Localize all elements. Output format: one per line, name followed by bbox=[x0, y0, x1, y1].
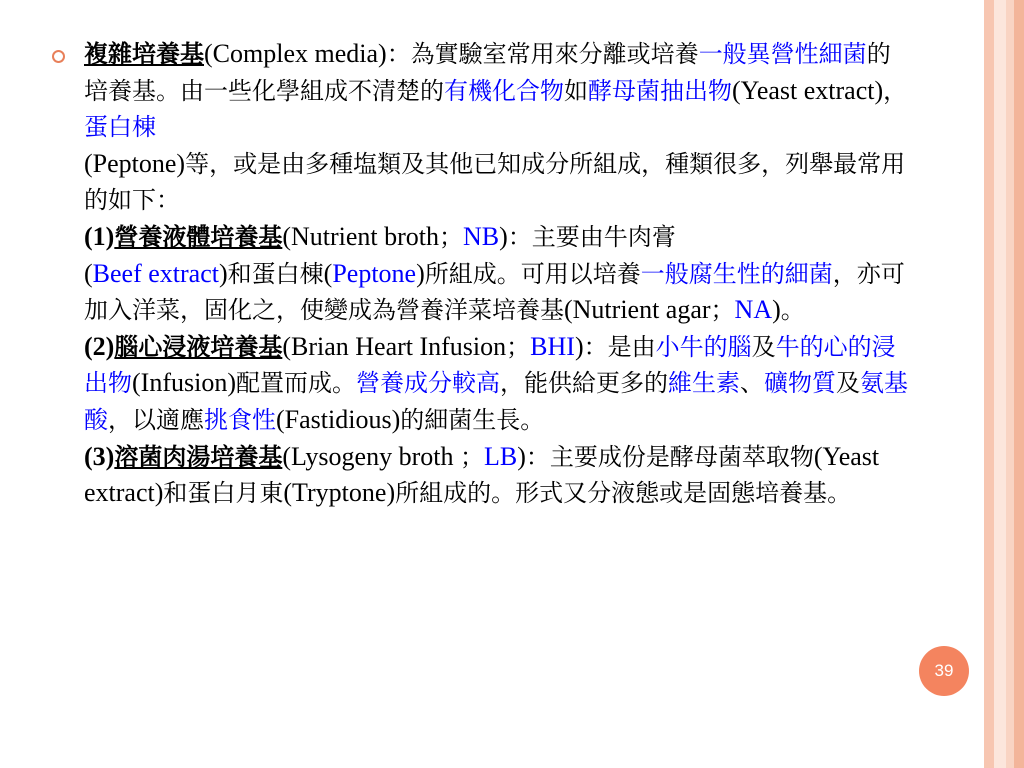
text-run: ：主要由牛肉膏 bbox=[507, 222, 676, 251]
text-run: ：為實驗室常用來分離或培養 bbox=[386, 40, 699, 68]
text-run: (Lysogeny broth bbox=[282, 441, 460, 471]
text-run: 及 bbox=[835, 369, 860, 398]
text-run: ) bbox=[517, 441, 526, 471]
text-run: ：主要成份是酵母菌萃取物 bbox=[525, 442, 814, 471]
bhi-term: 腦心浸液培養基 bbox=[114, 331, 283, 361]
text-run: ) bbox=[218, 258, 228, 288]
item-number: (2) bbox=[84, 331, 115, 361]
text-run: ； bbox=[506, 332, 531, 361]
text-run: ) bbox=[772, 295, 781, 325]
text-run: ) bbox=[574, 331, 584, 361]
text-run: (Yeast extract) bbox=[732, 75, 884, 105]
text-run: (Peptone) bbox=[84, 148, 186, 178]
item-number: (1) bbox=[84, 221, 115, 251]
decorative-side-stripes bbox=[984, 0, 1024, 768]
lb-paragraph bbox=[84, 439, 912, 512]
nutrient-broth-paragraph bbox=[84, 219, 912, 329]
text-run: (Nutrient agar bbox=[564, 295, 711, 325]
text-run: 、 bbox=[739, 369, 764, 398]
highlight-text: 維生素 bbox=[667, 369, 740, 398]
complex-media-term: 複雜培養基 bbox=[84, 39, 204, 68]
text-run: (Complex media) bbox=[204, 39, 387, 68]
highlight-text: BHI bbox=[530, 331, 575, 361]
text-run: (Infusion) bbox=[132, 368, 236, 398]
highlight-text: Beef extract bbox=[92, 258, 219, 288]
text-run: ； bbox=[710, 296, 735, 325]
text-run: ； bbox=[459, 442, 484, 471]
stripe bbox=[1014, 0, 1024, 768]
stripe bbox=[984, 0, 994, 768]
text-run: ) bbox=[499, 221, 508, 251]
highlight-text: 一般異營性細菌 bbox=[698, 40, 867, 68]
highlight-text: 蛋白棟 bbox=[84, 113, 156, 142]
highlight-text: 營養成分較高 bbox=[355, 369, 500, 398]
highlight-text: 小牛的腦 bbox=[655, 332, 752, 361]
text-run: (Tryptone) bbox=[283, 478, 396, 508]
text-run: ( bbox=[84, 258, 93, 288]
text-run: 和蛋白月東 bbox=[163, 479, 284, 508]
text-run: 和蛋白棟 bbox=[227, 259, 324, 288]
text-run: 配置而成。 bbox=[235, 369, 356, 398]
text-run: (Yeast extract) bbox=[84, 441, 880, 508]
text-run: ， bbox=[883, 76, 908, 105]
text-run: 等，或是由多種塩類及其他已知成分所組成，種類很多，列舉最常用的如下： bbox=[84, 149, 906, 215]
text-run: (Brian Heart Infusion bbox=[282, 331, 507, 361]
text-run: 及 bbox=[751, 332, 776, 361]
text-run: ，亦可加入洋菜，固化之，使變成為營養洋菜培養基 bbox=[84, 259, 905, 325]
text-run: (Fastidious) bbox=[276, 404, 401, 434]
text-run: (Nutrient broth bbox=[282, 221, 440, 251]
text-run: 如 bbox=[564, 76, 588, 105]
text-run: 的培養基。由一些化學組成不清楚的 bbox=[84, 40, 891, 105]
text-run: ，能供給更多的 bbox=[499, 369, 668, 398]
text-run: ； bbox=[439, 222, 464, 251]
highlight-text: 礦物質 bbox=[763, 369, 836, 398]
nutrient-broth-term: 營養液體培養基 bbox=[114, 221, 283, 251]
text-run: 所組成的。形式又分液態或是固態培養基。 bbox=[395, 479, 852, 508]
text-run: 。 bbox=[780, 296, 805, 325]
highlight-text: LB bbox=[483, 441, 518, 471]
stripe bbox=[1006, 0, 1014, 768]
stripe bbox=[994, 0, 1006, 768]
item-number: (3) bbox=[84, 441, 115, 471]
text-run: 所組成。可用以培養 bbox=[424, 259, 641, 288]
lb-term: 溶菌肉湯培養基 bbox=[114, 441, 283, 471]
text-run: ( bbox=[323, 258, 333, 288]
highlight-text: 氨基酸 bbox=[84, 369, 908, 434]
highlight-text: 有機化合物 bbox=[444, 76, 564, 105]
text-run: 的細菌生長。 bbox=[400, 405, 545, 434]
text-run: ) bbox=[416, 258, 425, 288]
highlight-text: Peptone bbox=[332, 258, 417, 288]
page-number: 39 bbox=[934, 661, 954, 680]
highlight-text: NA bbox=[734, 295, 773, 325]
text-run: ，以適應 bbox=[108, 405, 204, 434]
highlight-text: 挑食性 bbox=[204, 405, 276, 434]
bhi-paragraph bbox=[84, 329, 912, 439]
highlight-text: 牛的心的浸出物 bbox=[84, 332, 896, 398]
page-number-badge bbox=[919, 646, 969, 696]
highlight-text: 一般腐生性的細菌 bbox=[640, 259, 833, 288]
slide-body bbox=[52, 36, 912, 512]
hollow-circle-bullet-icon bbox=[52, 50, 65, 63]
text-run: ：是由 bbox=[583, 332, 656, 361]
bullet-text bbox=[84, 36, 912, 512]
highlight-text: 酵母菌抽出物 bbox=[588, 76, 732, 105]
highlight-text: NB bbox=[463, 221, 500, 251]
intro-paragraph bbox=[84, 36, 912, 219]
